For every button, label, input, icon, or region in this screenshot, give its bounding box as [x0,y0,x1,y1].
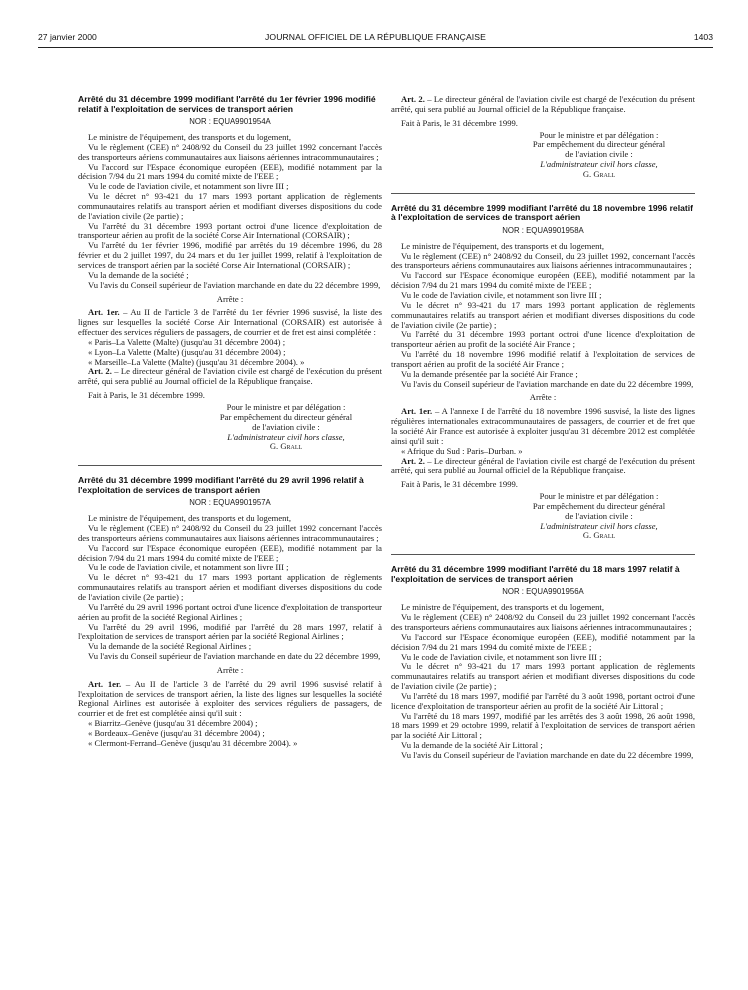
nor-reference: NOR : EQUA9901954A [189,117,271,127]
signature-title: L'administrateur civil hors classe, [540,159,658,170]
visa-paragraph: Le ministre de l'équipement, des transports et du logement, [88,132,291,143]
visa-paragraph: Vu l'avis du Conseil supérieur de l'aviation marchande en date du 22 décembre 1999, [88,279,381,290]
signature-name: G. Grall [582,530,616,541]
visa-paragraph: Vu le code de l'aviation civile, et notamment son livre III ; [88,562,289,573]
article-text: – Au II de l'article 3 de l'arrêté du 29 avril 1996 susvisé relatif à l'exploitation de services de transport aérien, la liste des lignes sur lesquelles la société Regional Airlines est autorisée à exploiter des services réguliers de passagers, de courrier et de fret est complétée ainsi qu'il suit : [78,678,382,719]
article-label: Art. 1er. [88,678,122,689]
signature-line: de l'aviation civile : [252,421,320,432]
section-title: Arrêté du 31 décembre 1999 modifiant l'arrêté du 18 novembre 1996 relatif à l'exploitation de services de transport aérien [391,202,693,223]
arrete-section-corsair [78,95,382,452]
route-item: « Biarritz–Genève (jusqu'au 31 décembre 2004) ; [88,718,258,729]
article-2 [391,457,695,477]
article-text: – Le directeur général de l'aviation civile est chargé de l'exécution du présent arrêté, qui sera publié au Journal officiel de la République française. [391,94,695,114]
section-separator [78,465,382,466]
section-title: Arrêté du 31 décembre 1999 modifiant l'arrêté du 18 mars 1997 relatif à l'exploitation de services de transport aérien [391,564,680,584]
signature-block [503,131,695,180]
visa-paragraph: Vu le décret n° 93-421 du 17 mars 1993 portant application de règlements communautaires relatifs au transport aérien et modifiant diverses dispositions du code de l'aviation civile (2e partie) ; [78,191,382,221]
visa-paragraph: Vu le règlement (CEE) n° 2408/92 du Conseil du 23 juillet 1992 concernant l'accès des transporteurs aériens communautaires aux liaisons aériennes intracommunautaires ; [78,523,382,543]
visa-paragraph: Vu l'arrêté du 31 décembre 1993 portant octroi d'une licence d'exploitation de transporteur aérien au profit de la société Corse Air International (CORSAIR) ; [78,220,382,241]
visa-paragraph: Vu le code de l'aviation civile, et notamment son livre III ; [401,651,602,662]
signature-line: de l'aviation civile : [565,510,633,521]
section-title: Arrêté du 31 décembre 1999 modifiant l'arrêté du 29 avril 1996 relatif à l'exploitation de services de transport aérien [78,475,364,495]
nor-reference: NOR : EQUA9901957A [189,498,271,508]
section-separator [391,193,695,194]
route-item: « Bordeaux–Genève (jusqu'au 31 décembre 2004) ; [88,727,265,738]
article-label: Art. 2. [88,366,112,377]
arrete-section-air-france [391,204,695,542]
visa-paragraph: Vu la demande de la société Air Littoral ; [401,740,543,751]
visa-paragraph: Vu le décret n° 93-421 du 17 mars 1993 portant application de règlements communautaires relatifs au transport aérien et modifiant diverses dispositions du code de l'aviation civile (2e partie) ; [391,661,695,692]
arrete-section-air-littoral [391,565,695,761]
header-rule [38,47,713,48]
visa-paragraph: Vu l'arrêté du 1er février 1996, modifié par arrêtés du 19 décembre 1996, du 28 février et du 2 juillet 1997, du 24 mars et du 1er juillet 1999, relatif à l'exploitation de services de transport aérien par la société Corse Air International (CORSAIR) ; [78,240,382,270]
arrete-section-regional-continued [391,95,695,180]
article-text: – Le directeur général de l'aviation civile est chargé de l'exécution du présent arrêté, qui sera publié au Journal officiel de la République française. [391,455,695,476]
fait-a-paris: Fait à Paris, le 31 décembre 1999. [88,390,205,401]
article-label: Art. 2. [401,94,425,104]
visa-paragraph: Le ministre de l'équipement, des transports et du logement, [401,240,604,251]
visa-paragraph: Le ministre de l'équipement, des transports et du logement, [88,513,291,524]
article-label: Art. 1er. [401,406,433,417]
visa-paragraph: Vu l'avis du Conseil supérieur de l'aviation marchande en date du 22 décembre 1999, [401,378,694,389]
visa-paragraph: Vu l'arrêté du 31 décembre 1993 portant octroi d'une licence d'exploitation de transporteur aérien au profit de la société Air France ; [391,329,695,350]
arrete-heading: Arrête : [216,293,244,304]
visa-paragraph: Vu l'arrêté du 18 mars 1997, modifié par l'arrêté du 3 août 1998, portant octroi d'une licence d'exploitation de transporteur aérien au profit de la société Air Littoral ; [391,690,695,711]
article-text: – Au II de l'article 3 de l'arrêté du 1er février 1996 susvisé, la liste des lignes sur lesquelles la société Corse Air International (CORSAIR) est autorisée à effectuer des services réguliers de passagers, de courrier et de fret est ainsi complétée : [78,307,383,338]
route-item: « Afrique du Sud : Paris–Durban. » [401,445,523,456]
arrete-heading: Arrête : [529,392,557,403]
visa-paragraph: Vu la demande de la société Regional Airlines ; [88,641,252,652]
page-header [38,32,713,46]
article-text: – A l'annexe I de l'arrêté du 18 novembre 1996 susvisé, la liste des lignes régulières internationales extracommunautaires de passagers, de courrier et de fret que la société Air France est autorisée à exploiter jusqu'au 31 décembre 2012 est complétée ainsi qu'il suit : [391,406,695,446]
visa-paragraph: Vu le règlement (CEE) n° 2408/92 du Conseil du 23 juillet 1992 concernant l'accès des transporteurs aériens communautaires aux liaisons aériennes intracommunautaires ; [391,612,695,632]
article-label: Art. 1er. [88,307,120,318]
header-journal-title: JOURNAL OFFICIEL DE LA RÉPUBLIQUE FRANÇAISE [265,32,486,42]
visa-paragraph: Vu l'accord sur l'Espace économique européen (EEE), modifié notamment par la décision 7/94 du 21 mars 1994 du comité mixte de l'EEE ; [391,631,695,652]
left-column [78,95,382,762]
signature-line: Par empêchement du directeur général [532,500,666,511]
fait-a-paris: Fait à Paris, le 31 décembre 1999. [401,117,518,128]
visa-paragraph: Le ministre de l'équipement, des transports et du logement, [401,602,604,613]
signature-line: de l'aviation civile : [565,149,633,160]
article-1 [78,308,382,338]
signature-line: Pour le ministre et par délégation : [539,129,659,140]
route-item: « Clermont-Ferrand–Genève (jusqu'au 31 décembre 2004). » [88,737,298,748]
route-item: « Lyon–La Valette (Malte) (jusqu'au 31 décembre 2004) ; [88,346,286,357]
signature-title: L'administrateur civil hors classe, [540,520,658,531]
route-item: « Marseille–La Valette (Malte) (jusqu'au 31 décembre 2004). » [88,356,305,367]
signature-line: Pour le ministre et par délégation : [226,401,346,412]
arrete-heading: Arrête : [216,664,244,675]
visa-paragraph: Vu la demande de la société ; [88,269,189,280]
signature-line: Par empêchement du directeur général [532,139,666,150]
visa-paragraph: Vu le code de l'aviation civile, et notamment son livre III ; [401,290,602,300]
nor-reference: NOR : EQUA9901956A [502,587,584,597]
visa-paragraph: Vu l'accord sur l'Espace économique européen (EEE), modifié notamment par la décision 7/94 du 21 mars 1994 du comité mixte de l'EEE ; [78,542,382,563]
arrete-section-regional [78,476,382,748]
visa-paragraph: Vu l'avis du Conseil supérieur de l'aviation marchande en date du 22 décembre 1999, [401,749,694,760]
visa-paragraph: Vu l'arrêté du 29 avril 1996, modifié par l'arrêté du 28 mars 1997, relatif à l'exploitation de services de transport aérien par la société Regional Airlines ; [78,621,382,642]
fait-a-paris: Fait à Paris, le 31 décembre 1999. [401,479,518,490]
article-label: Art. 2. [401,455,425,466]
right-column [391,95,695,774]
signature-name: G. Grall [582,168,616,179]
visa-paragraph: Vu l'avis du Conseil supérieur de l'aviation marchande en date du 22 décembre 1999, [88,651,381,662]
article-text: – Le directeur général de l'aviation civile est chargé de l'exécution du présent arrêté, qui sera publié au Journal officiel de la République française. [78,366,382,387]
visa-paragraph: Vu le décret n° 93-421 du 17 mars 1993 portant application de règlements communautaires relatifs au transport aérien et modifiant diverses dispositions du code de l'aviation civile (2e partie) ; [78,572,382,602]
signature-title: L'administrateur civil hors classe, [227,431,345,442]
signature-line: Pour le ministre et par délégation : [539,491,659,502]
visa-paragraph: Vu le règlement (CEE) n° 2408/92 du Conseil du 23 juillet 1992 concernant l'accès des transporteurs aériens communautaires aux liaisons aériennes intracommunautaires ; [78,141,382,162]
signature-block [190,403,382,452]
visa-paragraph: Vu la demande présentée par la société Air France ; [401,368,578,379]
article-1 [78,680,382,719]
signature-line: Par empêchement du directeur général [219,411,353,422]
nor-reference: NOR : EQUA9901958A [502,225,584,235]
visa-paragraph: Vu l'accord sur l'Espace économique européen (EEE), modifié notamment par la décision 7/94 du 21 mars 1994 du comité mixte de l'EEE ; [78,161,382,182]
visa-paragraph: Vu le règlement (CEE) n° 2408/92 du Conseil, du 23 juillet 1992, concernant l'accès des transporteurs aériens communautaires aux liaisons aériennes intracommunautaires ; [391,250,695,271]
article-2 [78,367,382,387]
article-1 [391,407,695,446]
signature-name: G. Grall [269,441,303,452]
section-separator [391,554,695,555]
section-title: Arrêté du 31 décembre 1999 modifiant l'arrêté du 1er février 1996 modifié relatif à l'exploitation de services de transport aérien [78,94,376,114]
visa-paragraph: Vu l'arrêté du 18 novembre 1996 modifié relatif à l'exploitation de services de transport aérien au profit de la société Air France ; [391,349,695,369]
article-2 [391,95,695,115]
header-date: 27 janvier 2000 [38,32,97,42]
visa-paragraph: Vu le code de l'aviation civile, et notamment son livre III ; [88,181,289,192]
visa-paragraph: Vu l'accord sur l'Espace économique européen (EEE), modifié notamment par la décision 7/94 du 21 mars 1994 du comité mixte de l'EEE ; [391,270,695,291]
visa-paragraph: Vu le décret n° 93-421 du 17 mars 1993 portant application de règlements communautaires relatifs au transport aérien et modifiant diverses dispositions du code de l'aviation civile (2e partie) ; [391,299,695,330]
visa-paragraph: Vu l'arrêté du 29 avril 1996 portant octroi d'une licence d'exploitation de transporteur aérien au profit de la société Regional Airlines ; [78,601,382,622]
route-item: « Paris–La Valette (Malte) (jusqu'au 31 décembre 2004) ; [88,336,286,347]
visa-paragraph: Vu l'arrêté du 18 mars 1997, modifié par les arrêtés des 3 août 1998, 26 août 1998, 18 mars 1999 et 29 octobre 1999, relatif à l'exploitation de services de transport aérien par la société Air Littoral ; [391,710,695,741]
signature-block [503,492,695,541]
header-page-number: 1403 [693,32,713,42]
